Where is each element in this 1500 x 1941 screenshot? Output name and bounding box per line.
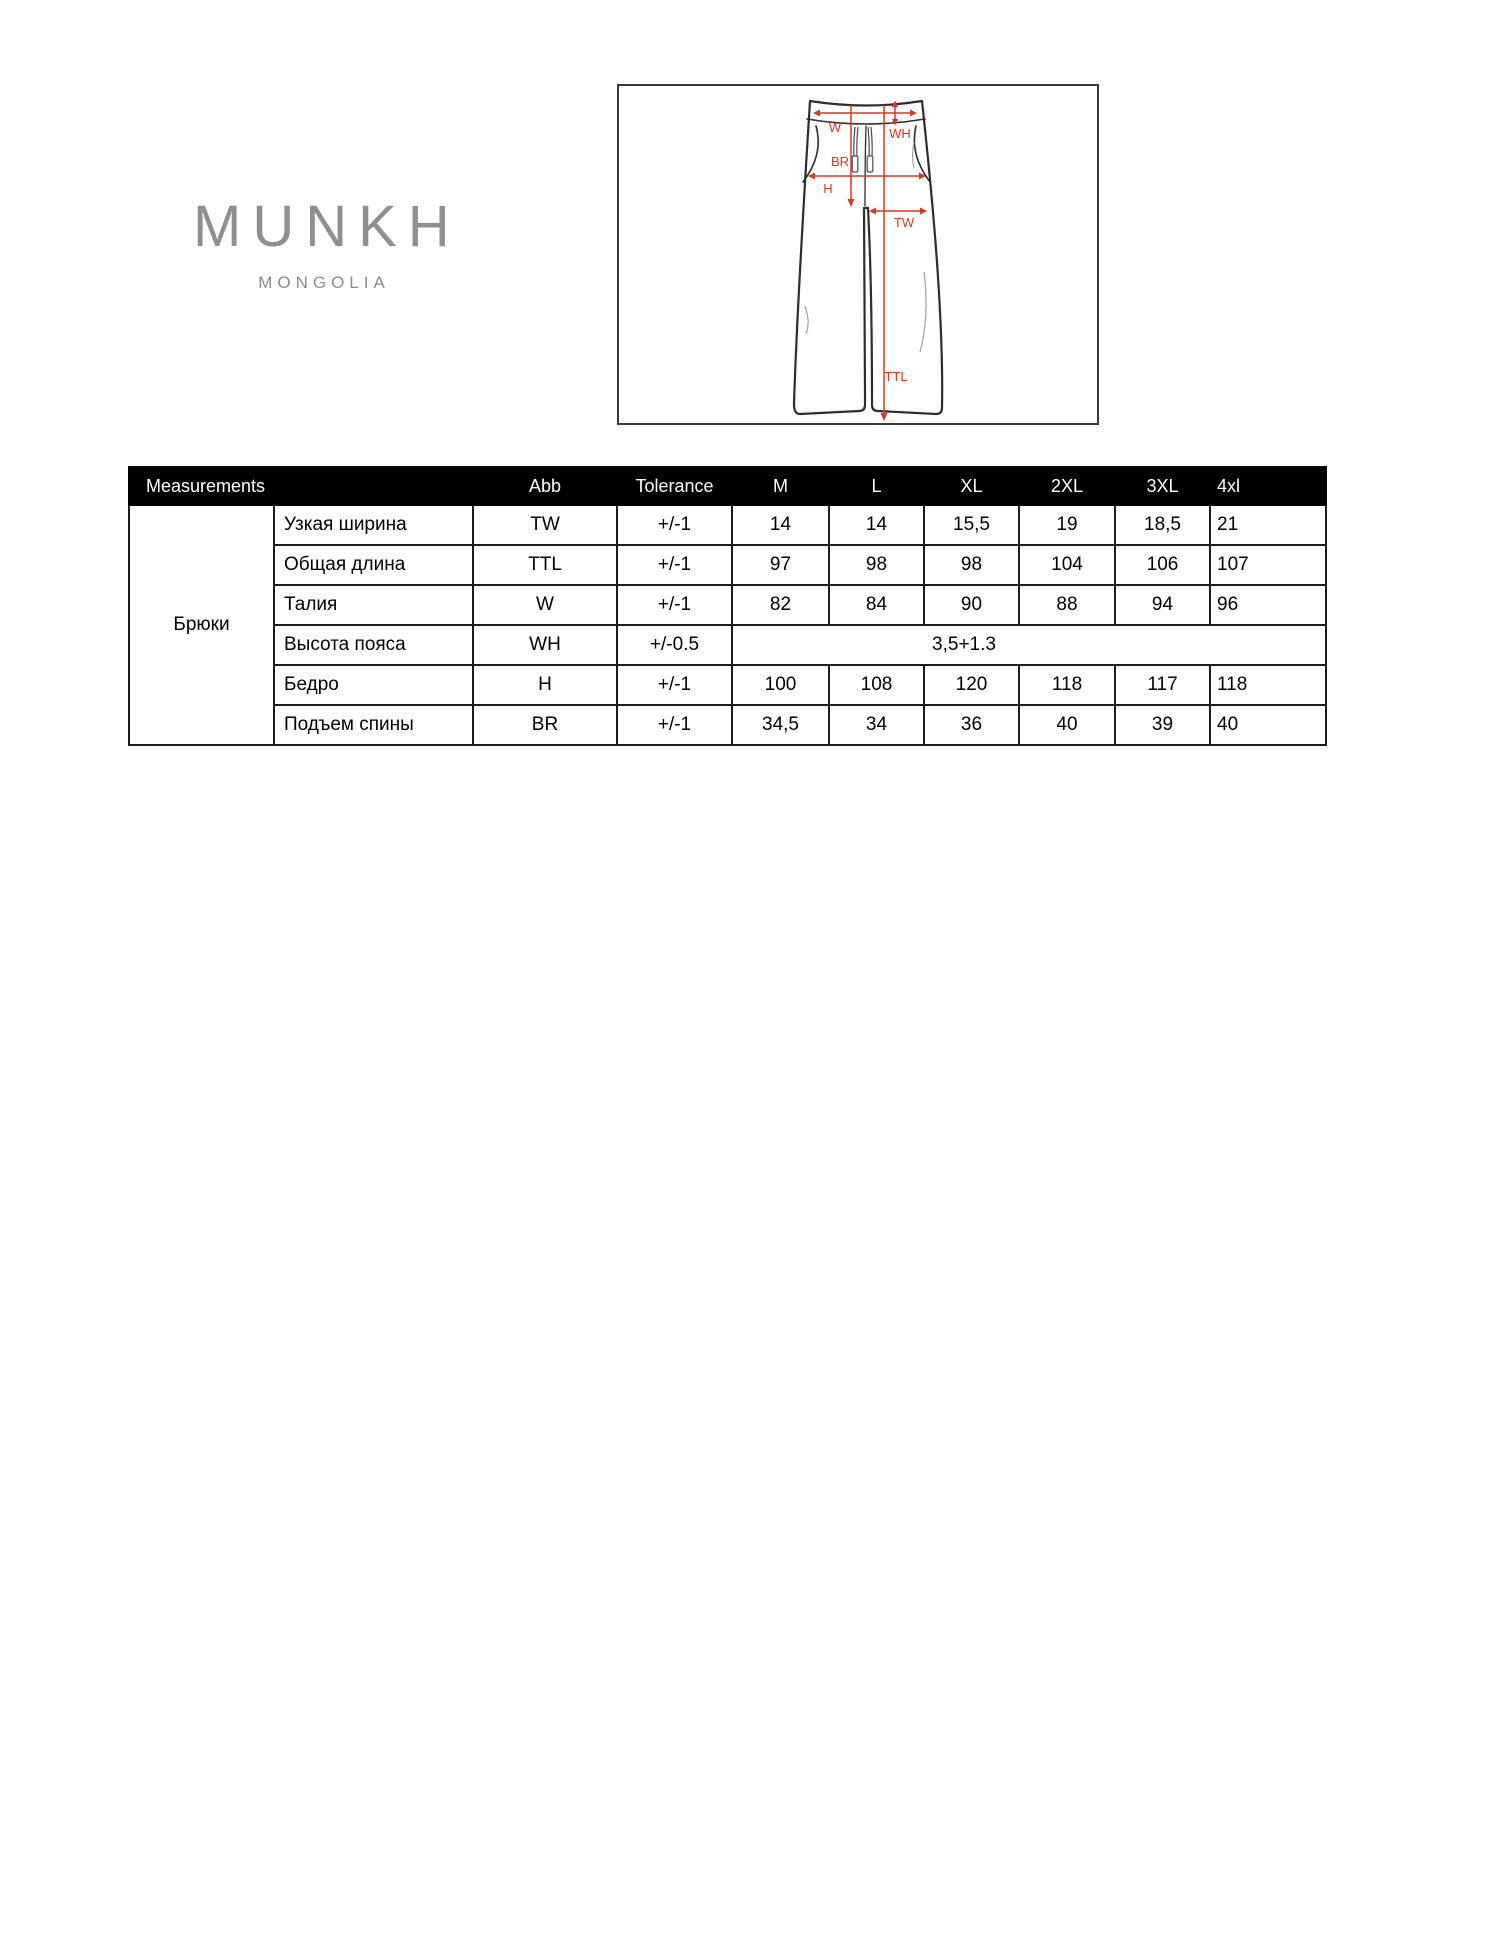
brand-name: MUNKH xyxy=(193,194,461,259)
ttl-label: TTL xyxy=(884,369,908,384)
size-value-cell: 118 xyxy=(1210,665,1326,705)
size-value-cell: 88 xyxy=(1019,585,1115,625)
size-value-cell: 82 xyxy=(732,585,829,625)
size-value-cell: 19 xyxy=(1019,505,1115,545)
table-row xyxy=(129,545,1326,585)
size-value-cell: 14 xyxy=(732,505,829,545)
table-row xyxy=(129,665,1326,705)
header-tolerance: Tolerance xyxy=(617,467,732,505)
h-label: H xyxy=(823,181,833,196)
header-size-3xl: 3XL xyxy=(1115,467,1210,505)
size-value-cell: 94 xyxy=(1115,585,1210,625)
measurement-name-cell: Общая длина xyxy=(274,545,473,585)
size-value-cell: 117 xyxy=(1115,665,1210,705)
table-row xyxy=(129,585,1326,625)
size-value-cell: 36 xyxy=(924,705,1019,745)
header-size-l: L xyxy=(829,467,924,505)
size-value-cell: 108 xyxy=(829,665,924,705)
size-value-cell: 98 xyxy=(924,545,1019,585)
abb-cell: WH xyxy=(473,625,617,665)
tolerance-cell: +/-1 xyxy=(617,545,732,585)
size-value-cell: 120 xyxy=(924,665,1019,705)
size-table xyxy=(128,466,1327,746)
header-measurements: Measurements xyxy=(129,467,473,505)
tolerance-cell: +/-1 xyxy=(617,705,732,745)
size-value-cell: 40 xyxy=(1019,705,1115,745)
size-value-cell: 21 xyxy=(1210,505,1326,545)
header-abb: Abb xyxy=(473,467,617,505)
tolerance-cell: +/-1 xyxy=(617,585,732,625)
abb-cell: H xyxy=(473,665,617,705)
pants-outline-drawing xyxy=(794,101,942,414)
size-value-cell: 96 xyxy=(1210,585,1326,625)
measurement-name-cell: Талия xyxy=(274,585,473,625)
tw-label: TW xyxy=(893,215,915,230)
pants-diagram-frame xyxy=(617,84,1099,425)
size-value-cell: 18,5 xyxy=(1115,505,1210,545)
br-label: BR xyxy=(830,154,850,169)
pants-diagram xyxy=(619,86,1097,423)
brand-subtitle: MONGOLIA xyxy=(258,273,390,292)
table-header-row xyxy=(129,467,1326,505)
tolerance-cell: +/-0.5 xyxy=(617,625,732,665)
size-value-cell: 39 xyxy=(1115,705,1210,745)
header-size-4xl: 4xl xyxy=(1210,467,1326,505)
tolerance-cell: +/-1 xyxy=(617,505,732,545)
header-size-xl: XL xyxy=(924,467,1019,505)
table-row xyxy=(129,705,1326,745)
abb-cell: BR xyxy=(473,705,617,745)
measurement-name-cell: Высота пояса xyxy=(274,625,473,665)
size-value-cell: 34,5 xyxy=(732,705,829,745)
tolerance-cell: +/-1 xyxy=(617,665,732,705)
size-value-cell: 104 xyxy=(1019,545,1115,585)
merged-value-cell: 3,5+1.3 xyxy=(732,625,1326,665)
size-value-cell: 84 xyxy=(829,585,924,625)
size-value-cell: 34 xyxy=(829,705,924,745)
table-row xyxy=(129,505,1326,545)
size-value-cell: 40 xyxy=(1210,705,1326,745)
brand-logo xyxy=(193,194,461,292)
abb-cell: TW xyxy=(473,505,617,545)
measurement-name-cell: Бедро xyxy=(274,665,473,705)
size-value-cell: 97 xyxy=(732,545,829,585)
abb-cell: TTL xyxy=(473,545,617,585)
size-value-cell: 118 xyxy=(1019,665,1115,705)
size-value-cell: 14 xyxy=(829,505,924,545)
wh-label: WH xyxy=(889,126,911,141)
size-value-cell: 100 xyxy=(732,665,829,705)
measurement-name-cell: Узкая ширина xyxy=(274,505,473,545)
measurement-name-cell: Подъем спины xyxy=(274,705,473,745)
category-cell: Брюки xyxy=(129,505,274,745)
header-size-m: M xyxy=(732,467,829,505)
header-size-2xl: 2XL xyxy=(1019,467,1115,505)
abb-cell: W xyxy=(473,585,617,625)
table-row xyxy=(129,625,1326,665)
size-value-cell: 106 xyxy=(1115,545,1210,585)
w-label: W xyxy=(828,120,842,135)
size-value-cell: 15,5 xyxy=(924,505,1019,545)
size-value-cell: 98 xyxy=(829,545,924,585)
size-value-cell: 90 xyxy=(924,585,1019,625)
size-value-cell: 107 xyxy=(1210,545,1326,585)
